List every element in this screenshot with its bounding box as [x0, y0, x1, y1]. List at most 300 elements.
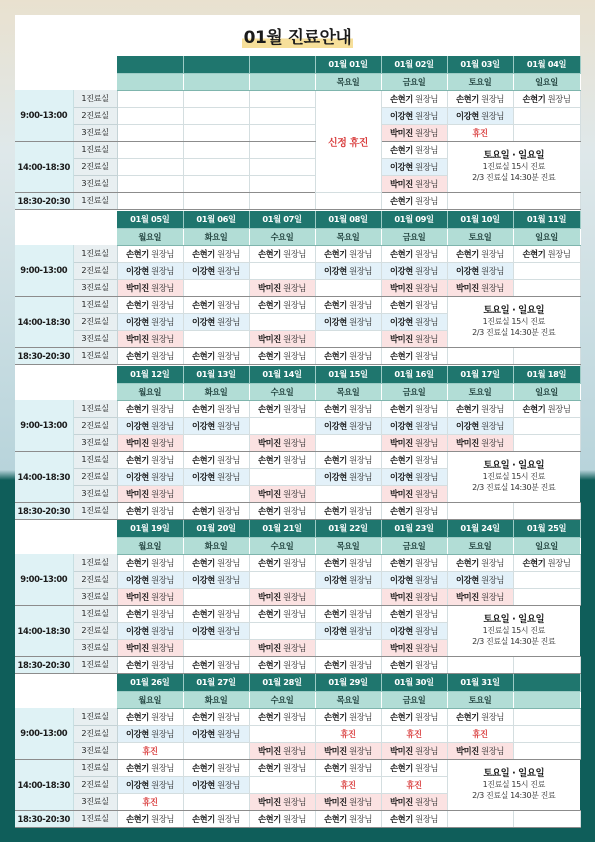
schedule-slot: 이강현 원장님: [315, 571, 381, 588]
schedule-slot: [183, 742, 249, 759]
weekday-header: 월요일: [117, 537, 183, 554]
doctor-name: 이강현: [456, 420, 479, 431]
room-label: 3진료실: [73, 124, 117, 141]
doctor-name: 이강현: [456, 574, 479, 585]
doctor-name: 손현기: [324, 813, 347, 824]
doctor-name: 이강현: [126, 779, 149, 790]
schedule-slot: [249, 124, 315, 141]
date-header: 01월 02일: [381, 56, 447, 73]
schedule-slot: [183, 330, 249, 347]
schedule-slot: 이강현 원장님: [183, 571, 249, 588]
schedule-slot: 손현기 원장님: [183, 347, 249, 364]
doctor-name: 박미진: [258, 642, 281, 653]
weekday-header: 토요일: [447, 228, 513, 245]
weekday-header: 토요일: [447, 691, 513, 708]
schedule-slot: 이강현 원장님: [381, 158, 447, 175]
schedule-slot: 이강현 원장님: [117, 262, 183, 279]
schedule-slot: 이강현 원장님: [117, 622, 183, 639]
time-slot-label: 9:00-13:00: [15, 554, 73, 605]
date-header: 01월 21일: [249, 520, 315, 537]
doctor-name: 손현기: [258, 813, 281, 824]
schedule-slot: 이강현 원장님: [381, 313, 447, 330]
doctor-name: 손현기: [192, 711, 215, 722]
schedule-slot: 손현기 원장님: [183, 554, 249, 571]
schedule-slot: 박미진 원장님: [381, 279, 447, 296]
schedule-slot: [183, 793, 249, 810]
doctor-name: 박미진: [126, 282, 149, 293]
doctor-name: 박미진: [258, 745, 281, 756]
room-label: 2진료실: [73, 158, 117, 175]
weekend-note: [447, 605, 580, 656]
schedule-row: [15, 434, 580, 451]
doctor-name: 손현기: [192, 248, 215, 259]
doctor-name: 손현기: [126, 659, 149, 670]
schedule-row: [15, 725, 580, 742]
schedule-slot: [183, 90, 249, 107]
schedule-row: [15, 742, 580, 759]
schedule-slot: 손현기 원장님: [183, 656, 249, 673]
schedule-slot: 손현기 원장님: [117, 347, 183, 364]
schedule-slot: 손현기 원장님: [381, 347, 447, 364]
doctor-name: 손현기: [126, 454, 149, 465]
schedule-slot: 휴진: [315, 725, 381, 742]
schedule-slot: 손현기 원장님: [183, 605, 249, 622]
weekday-header: 금요일: [381, 537, 447, 554]
weekday-header: 화요일: [183, 691, 249, 708]
doctor-name: 손현기: [390, 350, 413, 361]
doctor-name: 손현기: [390, 144, 413, 155]
schedule-slot: [249, 158, 315, 175]
weekend-note: [447, 141, 580, 192]
weekday-header: 수요일: [249, 228, 315, 245]
weekend-note-line: 1진료실 15시 진료: [482, 626, 545, 636]
date-row: [15, 56, 580, 73]
date-row: [15, 674, 580, 691]
doctor-name: 이강현: [192, 316, 215, 327]
room-label: 1진료실: [73, 759, 117, 776]
doctor-name: 손현기: [390, 813, 413, 824]
date-header: 01월 04일: [513, 56, 580, 73]
doctor-name: 손현기: [258, 608, 281, 619]
doctor-name: 손현기: [390, 93, 413, 104]
date-header: 01월 11일: [513, 211, 580, 228]
schedule-slot: 박미진 원장님: [381, 434, 447, 451]
schedule-row: [15, 279, 580, 296]
schedule-slot: 손현기 원장님: [447, 708, 513, 725]
doctor-name: 이강현: [324, 316, 347, 327]
schedule-slot: 박미진 원장님: [315, 742, 381, 759]
doctor-name: 손현기: [522, 248, 546, 259]
date-header: 01월 29일: [315, 674, 381, 691]
schedule-slot: 손현기 원장님: [381, 554, 447, 571]
schedule-slot: [183, 485, 249, 502]
schedule-slot: [117, 124, 183, 141]
schedule-slot: [513, 588, 580, 605]
schedule-slot: 박미진 원장님: [447, 434, 513, 451]
schedule-slot: 손현기 원장님: [183, 810, 249, 827]
schedule-slot: [183, 639, 249, 656]
doctor-name: 손현기: [324, 608, 347, 619]
room-label: 3진료실: [73, 742, 117, 759]
doctor-name: 손현기: [192, 762, 215, 773]
schedule-slot: [249, 192, 315, 209]
schedule-slot: 손현기 원장님: [381, 502, 447, 519]
schedule-slot: [513, 417, 580, 434]
schedule-slot: 손현기 원장님: [315, 400, 381, 417]
doctor-name: 이강현: [390, 471, 413, 482]
doctor-name: 손현기: [258, 659, 281, 670]
schedule-slot: 손현기 원장님: [315, 347, 381, 364]
weekday-header: 목요일: [315, 228, 381, 245]
schedule-row: [15, 554, 580, 571]
doctor-name: 박미진: [456, 437, 479, 448]
weekday-header: [183, 73, 249, 90]
doctor-name: 박미진: [390, 437, 413, 448]
date-header: 01월 05일: [117, 211, 183, 228]
time-slot-label: 14:00-18:30: [15, 605, 73, 656]
schedule-slot: 박미진 원장님: [249, 434, 315, 451]
date-header: 01월 31일: [447, 674, 513, 691]
schedule-slot: 박미진 원장님: [381, 330, 447, 347]
doctor-name: 박미진: [390, 127, 413, 138]
schedule-slot: 손현기 원장님: [381, 810, 447, 827]
doctor-name: 이강현: [126, 728, 149, 739]
doctor-name: 이강현: [126, 316, 149, 327]
schedule-slot: [183, 107, 249, 124]
date-header: 01월 10일: [447, 211, 513, 228]
doctor-name: 박미진: [258, 488, 281, 499]
doctor-name: 이강현: [324, 471, 347, 482]
schedule-slot: [249, 107, 315, 124]
schedule-slot: 손현기 원장님: [183, 502, 249, 519]
doctor-name: 이강현: [390, 625, 413, 636]
schedule-slot: 손현기 원장님: [183, 759, 249, 776]
doctor-name: 손현기: [324, 505, 347, 516]
header-blank: [15, 211, 117, 228]
schedule-slot: 이강현 원장님: [183, 776, 249, 793]
room-label: 2진료실: [73, 262, 117, 279]
date-header: 01월 14일: [249, 366, 315, 383]
schedule-slot: 손현기 원장님: [315, 502, 381, 519]
schedule-slot: [513, 708, 580, 725]
schedule-slot: 손현기 원장님: [249, 810, 315, 827]
room-label: 2진료실: [73, 725, 117, 742]
schedule-slot: 박미진 원장님: [249, 279, 315, 296]
date-header: 01월 22일: [315, 520, 381, 537]
weekday-header: [513, 691, 580, 708]
schedule-slot: 박미진 원장님: [249, 588, 315, 605]
doctor-name: 박미진: [258, 591, 281, 602]
doctor-name: 손현기: [192, 299, 215, 310]
schedule-slot: 박미진 원장님: [249, 330, 315, 347]
schedule-slot: [117, 107, 183, 124]
time-slot-label: 14:00-18:30: [15, 451, 73, 502]
doctor-name: 손현기: [456, 403, 479, 414]
schedule-slot: 박미진 원장님: [117, 485, 183, 502]
weekend-note-line: 2/3 진료실 14:30분 진료: [472, 482, 556, 492]
doctor-name: 이강현: [456, 265, 479, 276]
date-header: 01월 12일: [117, 366, 183, 383]
schedule-slot: 박미진 원장님: [381, 175, 447, 192]
doctor-name: 손현기: [390, 505, 413, 516]
schedule-slot: [183, 175, 249, 192]
schedule-slot: 손현기 원장님: [183, 708, 249, 725]
schedule-slot: 손현기 원장님: [381, 90, 447, 107]
schedule-slot: 손현기 원장님: [315, 605, 381, 622]
schedule-slot: [249, 571, 315, 588]
date-header: [249, 56, 315, 73]
weekday-row: [15, 73, 580, 90]
schedule-row: [15, 451, 580, 468]
date-header: 01월 28일: [249, 674, 315, 691]
header-blank: [15, 691, 117, 708]
schedule-table: [15, 56, 581, 210]
doctor-name: 박미진: [390, 591, 413, 602]
date-header: 01월 07일: [249, 211, 315, 228]
schedule-slot: [315, 434, 381, 451]
date-header: [513, 674, 580, 691]
schedule-row: [15, 400, 580, 417]
doctor-name: 손현기: [126, 403, 149, 414]
schedule-slot: [249, 417, 315, 434]
schedule-slot: 박미진 원장님: [249, 742, 315, 759]
doctor-name: 이강현: [192, 420, 215, 431]
schedule-slot: [183, 124, 249, 141]
schedule-slot: 이강현 원장님: [381, 262, 447, 279]
doctor-name: 손현기: [126, 557, 149, 568]
weekend-note-title: 토요일 · 일요일: [483, 768, 545, 779]
schedule-slot: 손현기 원장님: [381, 605, 447, 622]
schedule-slot: 박미진 원장님: [381, 793, 447, 810]
schedule-slot: [447, 656, 513, 673]
schedule-slot: 손현기 원장님: [183, 451, 249, 468]
schedule-slot: 이강현 원장님: [447, 571, 513, 588]
room-label: 2진료실: [73, 107, 117, 124]
doctor-name: 박미진: [390, 745, 413, 756]
schedule-slot: 박미진 원장님: [315, 793, 381, 810]
schedule-slot: 이강현 원장님: [183, 417, 249, 434]
schedule-slot: [183, 141, 249, 158]
doctor-name: 손현기: [258, 762, 281, 773]
doctor-name: 손현기: [192, 403, 215, 414]
doctor-name: 손현기: [258, 403, 281, 414]
weekday-header: 토요일: [447, 383, 513, 400]
doctor-name: 손현기: [258, 505, 281, 516]
schedule-slot: [315, 485, 381, 502]
schedule-row: [15, 502, 580, 519]
schedule-slot: 이강현 원장님: [117, 571, 183, 588]
schedule-slot: [513, 810, 580, 827]
doctor-name: 박미진: [258, 333, 281, 344]
schedule-slot: 손현기 원장님: [381, 296, 447, 313]
doctor-name: 이강현: [192, 574, 215, 585]
room-label: 3진료실: [73, 330, 117, 347]
room-label: 3진료실: [73, 175, 117, 192]
doctor-name: 손현기: [390, 403, 413, 414]
doctor-name: 손현기: [258, 350, 281, 361]
doctor-name: 손현기: [192, 557, 215, 568]
weekend-note: [447, 759, 580, 810]
schedule-slot: [513, 347, 580, 364]
schedule-slot: 손현기 원장님: [117, 400, 183, 417]
doctor-name: 이강현: [390, 110, 413, 121]
schedule-slot: 휴진: [117, 742, 183, 759]
schedule-slot: 손현기 원장님: [381, 245, 447, 262]
date-header: [183, 56, 249, 73]
schedule-slot: 손현기 원장님: [249, 400, 315, 417]
schedule-slot: 휴진: [117, 793, 183, 810]
doctor-name: 손현기: [456, 248, 479, 259]
room-label: 1진료실: [73, 141, 117, 158]
schedule-slot: 손현기 원장님: [117, 245, 183, 262]
date-row: [15, 211, 580, 228]
doctor-name: 이강현: [390, 316, 413, 327]
date-header: 01월 15일: [315, 366, 381, 383]
schedule-slot: 손현기 원장님: [117, 554, 183, 571]
schedule-slot: 손현기 원장님: [315, 708, 381, 725]
schedule-table: [15, 520, 581, 674]
schedule-slot: 박미진 원장님: [117, 639, 183, 656]
schedule-row: [15, 347, 580, 364]
time-slot-label: 14:00-18:30: [15, 141, 73, 192]
room-label: 1진료실: [73, 90, 117, 107]
schedule-slot: [117, 90, 183, 107]
doctor-name: 손현기: [390, 248, 413, 259]
doctor-name: 손현기: [390, 711, 413, 722]
schedule-slot: 이강현 원장님: [315, 417, 381, 434]
time-slot-label: 14:00-18:30: [15, 296, 73, 347]
weekend-note-title: 토요일 · 일요일: [483, 305, 545, 316]
schedule-slot: 박미진 원장님: [249, 793, 315, 810]
doctor-name: 박미진: [390, 642, 413, 653]
schedule-slot: 휴진: [315, 776, 381, 793]
doctor-name: 박미진: [390, 333, 413, 344]
doctor-name: 박미진: [324, 745, 347, 756]
weekday-header: 화요일: [183, 383, 249, 400]
schedule-slot: 손현기 원장님: [117, 502, 183, 519]
weekday-row: [15, 691, 580, 708]
schedule-row: [15, 810, 580, 827]
header-blank: [15, 73, 117, 90]
doctor-name: 손현기: [258, 711, 281, 722]
doctor-name: 손현기: [192, 454, 215, 465]
room-label: 1진료실: [73, 245, 117, 262]
schedule-row: [15, 296, 580, 313]
doctor-name: 손현기: [456, 93, 479, 104]
schedule-row: [15, 90, 580, 107]
schedule-card: [15, 15, 580, 827]
schedule-slot: 박미진 원장님: [447, 588, 513, 605]
schedule-slot: 박미진 원장님: [117, 279, 183, 296]
weekday-row: [15, 537, 580, 554]
time-slot-label: 18:30-20:30: [15, 192, 73, 209]
schedule-slot: [249, 90, 315, 107]
schedule-slot: 손현기 원장님: [447, 400, 513, 417]
schedule-slot: [249, 776, 315, 793]
doctor-name: 이강현: [324, 265, 347, 276]
schedule-slot: 박미진 원장님: [447, 279, 513, 296]
date-header: 01월 18일: [513, 366, 580, 383]
schedule-slot: 이강현 원장님: [447, 262, 513, 279]
schedule-slot: [249, 141, 315, 158]
schedule-slot: 휴진: [381, 725, 447, 742]
schedule-slot: 이강현 원장님: [117, 417, 183, 434]
schedule-slot: 손현기 원장님: [447, 554, 513, 571]
schedule-slot: [117, 158, 183, 175]
weekday-header: 금요일: [381, 383, 447, 400]
schedule-row: [15, 141, 580, 158]
schedule-slot: 손현기 원장님: [381, 656, 447, 673]
schedule-slot: 손현기 원장님: [381, 141, 447, 158]
doctor-name: 손현기: [126, 711, 149, 722]
page-title-text: 01월 진료안내: [242, 23, 354, 48]
weekday-header: 일요일: [513, 228, 580, 245]
weekday-row: [15, 383, 580, 400]
doctor-name: 이강현: [390, 574, 413, 585]
schedule-slot: 박미진 원장님: [117, 588, 183, 605]
date-header: 01월 16일: [381, 366, 447, 383]
time-slot-label: 9:00-13:00: [15, 90, 73, 141]
schedule-slot: 손현기 원장님: [117, 296, 183, 313]
doctor-name: 손현기: [126, 299, 149, 310]
schedule-slot: [183, 192, 249, 209]
schedule-slot: 휴진: [447, 725, 513, 742]
weekend-note-line: 1진료실 15시 진료: [482, 162, 545, 172]
doctor-name: 이강현: [324, 574, 347, 585]
date-header: 01월 20일: [183, 520, 249, 537]
date-header: 01월 08일: [315, 211, 381, 228]
schedule-slot: 박미진 원장님: [381, 124, 447, 141]
schedule-row: [15, 262, 580, 279]
schedule-slot: [513, 502, 580, 519]
schedule-slot: 손현기 원장님: [249, 502, 315, 519]
week-block: [15, 366, 580, 520]
schedule-slot: 손현기 원장님: [117, 810, 183, 827]
weekday-header: 목요일: [315, 73, 381, 90]
schedule-slot: [249, 725, 315, 742]
header-blank: [15, 520, 117, 537]
room-label: 1진료실: [73, 400, 117, 417]
schedule-slot: 이강현 원장님: [315, 622, 381, 639]
doctor-name: 손현기: [258, 454, 281, 465]
time-slot-label: 14:00-18:30: [15, 759, 73, 810]
doctor-name: 박미진: [390, 282, 413, 293]
room-label: 1진료실: [73, 192, 117, 209]
doctor-name: 박미진: [126, 437, 149, 448]
room-label: 1진료실: [73, 656, 117, 673]
schedule-slot: [513, 192, 580, 209]
doctor-name: 박미진: [456, 591, 479, 602]
weekday-header: 일요일: [513, 383, 580, 400]
doctor-name: 손현기: [258, 299, 281, 310]
room-label: 2진료실: [73, 468, 117, 485]
weekday-header: 금요일: [381, 73, 447, 90]
weekday-header: 목요일: [315, 537, 381, 554]
doctor-name: 박미진: [258, 437, 281, 448]
schedule-slot: 손현기 원장님: [513, 554, 580, 571]
schedule-slot: [249, 175, 315, 192]
schedule-table: [15, 211, 581, 365]
weekday-header: 수요일: [249, 383, 315, 400]
schedule-slot: 이강현 원장님: [381, 622, 447, 639]
weekend-note-line: 2/3 진료실 14:30분 진료: [472, 327, 556, 337]
date-header: 01월 13일: [183, 366, 249, 383]
schedule-slot: 이강현 원장님: [315, 262, 381, 279]
doctor-name: 손현기: [324, 454, 347, 465]
room-label: 2진료실: [73, 313, 117, 330]
schedule-slot: 이강현 원장님: [381, 468, 447, 485]
schedule-slot: 박미진 원장님: [381, 742, 447, 759]
